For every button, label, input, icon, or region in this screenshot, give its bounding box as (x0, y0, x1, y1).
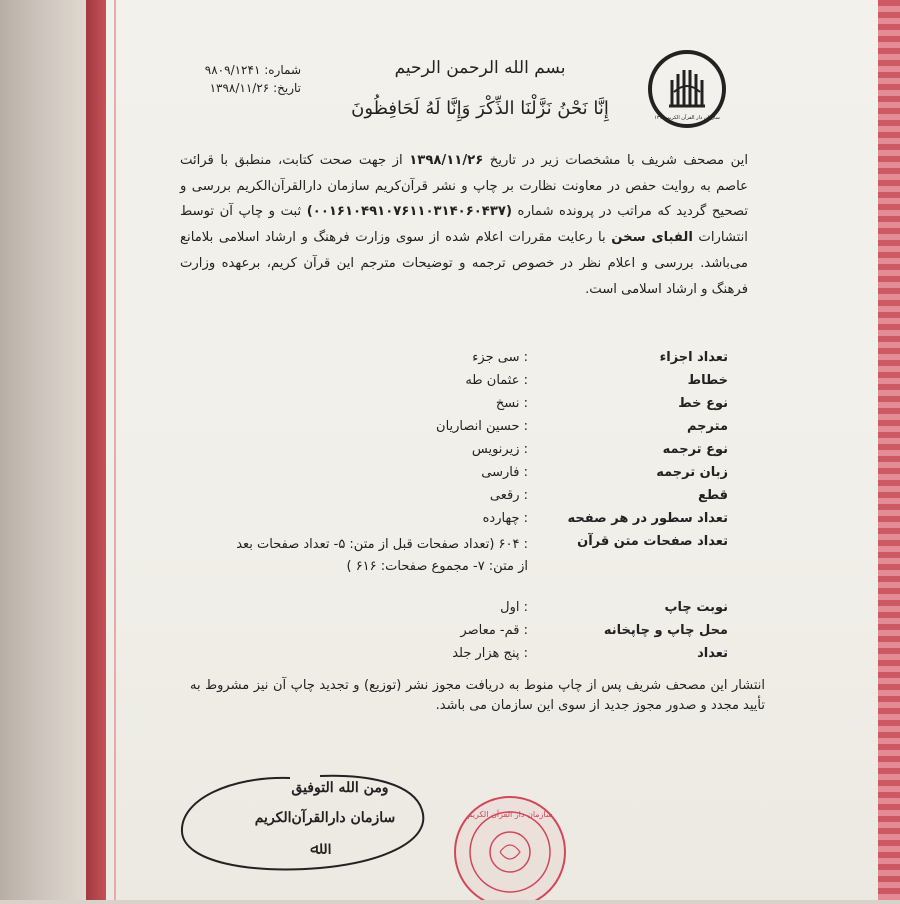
spec-value: : پنج هزار جلد (452, 646, 528, 661)
date-label: تاریخ: (273, 81, 301, 95)
spec-row (180, 646, 748, 669)
spec-label: مترجم (686, 419, 728, 434)
paragraph-date: ۱۳۹۸/۱۱/۲۶ (409, 153, 484, 168)
approval-paragraph (180, 148, 748, 302)
spec-label: خطاط (687, 373, 728, 388)
sign-closing-phrase: ومن الله التوفيق (291, 780, 389, 796)
spec-row (180, 488, 748, 511)
spec-row (180, 419, 748, 442)
letter-date (186, 80, 301, 97)
spec-label: نوبت چاپ (664, 600, 728, 615)
spec-label: تعداد اجزاء (659, 350, 728, 365)
emblem-caption: سازمان دار القرآن الکریم ۱۳۷۰ (654, 115, 720, 121)
spec-value: : حسین انصاریان (436, 419, 528, 434)
number-value: ۹۸۰۹/۱۲۴۱ (204, 63, 261, 77)
spec-row (180, 373, 748, 396)
cover-red-binding (86, 0, 108, 900)
spec-label: تعداد سطور در هر صفحه (567, 511, 728, 526)
paragraph-part: این مصحف شریف با مشخصات زیر در تاریخ (483, 153, 748, 168)
spec-label: تعداد صفحات متن قرآن (577, 534, 728, 549)
spec-row (180, 600, 748, 623)
official-red-stamp-icon (448, 790, 568, 900)
spec-label: زبان ترجمه (656, 465, 728, 480)
stamp-text: سازمان دار القرآن الکریم (467, 810, 553, 819)
spec-value: : چهارده (482, 511, 528, 526)
date-value: ۱۳۹۸/۱۱/۲۶ (209, 81, 270, 95)
spec-row (180, 350, 748, 373)
spec-value: : فارسی (481, 465, 528, 480)
spec-value: : قم- معاصر (460, 623, 528, 638)
spec-row (180, 511, 748, 534)
sign-organization-name: سازمان دارالقرآن‌الکریم (254, 810, 396, 826)
signature-mark: ﷲ (310, 838, 321, 859)
spec-value: : ۶۰۴ (تعداد صفحات قبل از متن: ۵- تعداد صفحات بعد از متن: ۷- مجموع صفحات: ۶۱۶ ) (236, 537, 528, 574)
spec-row (180, 442, 748, 465)
spec-value: : عثمان طه (465, 373, 528, 388)
number-label: شماره: (264, 63, 301, 77)
spec-value: : زیرنویس (471, 442, 528, 457)
bismillah-heading: بسم الله الرحمن الرحیم (394, 58, 566, 78)
paragraph-part: ثبت و چاپ آن توسط انتشارات (180, 204, 748, 246)
decorative-red-border (878, 0, 900, 900)
specifications-list (180, 350, 748, 669)
spec-label: نوع ترجمه (662, 442, 728, 457)
spec-label: قطع (697, 488, 728, 503)
spec-value: : سی جزء (472, 350, 528, 365)
organization-emblem-icon (648, 50, 726, 128)
publisher-name: الفبای سخن (611, 230, 693, 246)
book-cover-edge (0, 0, 95, 900)
spec-value: : رقعی (489, 488, 528, 503)
spec-row (180, 396, 748, 419)
paragraph-part: با رعایت مقررات اعلام شده از سوی وزارت فرهنگ و ارشاد اسلامی بلامانع می‌باشد. بررسی و اعلام نظر در خصوص ترجمه و توضیحات مترجم این قرآن کریم، برعهده وزارت فرهنگ و ارشاد اسلامی است. (180, 230, 748, 297)
gutter-line (114, 0, 116, 900)
quran-verse-heading: إِنَّا نَحْنُ نَزَّلْنَا الذِّكْرَ وَإِنَّا لَهُ لَحَافِظُونَ (351, 98, 609, 119)
spec-label: تعداد (697, 646, 728, 661)
spec-label: نوع خط (678, 396, 728, 411)
spec-row (180, 623, 748, 646)
letter-number (186, 62, 301, 79)
spec-value: : نسخ (495, 396, 528, 411)
stamp-graphic (448, 790, 568, 900)
spec-value: : اول (500, 600, 528, 615)
spec-row (180, 534, 748, 600)
signature-block (170, 770, 430, 875)
spec-row (180, 465, 748, 488)
paragraph-part: از جهت صحت کتابت، منطبق با قرائت عاصم به روایت حفص در معاونت نظارت بر چاپ و نشر قرآن‌کریم سازمان دارالقرآن‌الکریم بررسی و تصحیح گردید که مراتب در پرونده شماره (180, 153, 748, 220)
spec-label: محل چاپ و چاپخانه (603, 623, 728, 638)
file-number: (۰۰۱۶۱۰۴۹۱۰۷۶۱۱۰۳۱۴۰۶۰۴۳۷) (306, 204, 512, 220)
emblem-symbol (666, 66, 708, 110)
closing-note: انتشار این مصحف شریف پس از چاپ منوط به دریافت مجوز نشر (توزیع) و تجدید چاپ آن نیز مشروط به تأیید مجدد و صدور مجوز جدید از سوی این سازمان می باشد. (190, 678, 765, 713)
